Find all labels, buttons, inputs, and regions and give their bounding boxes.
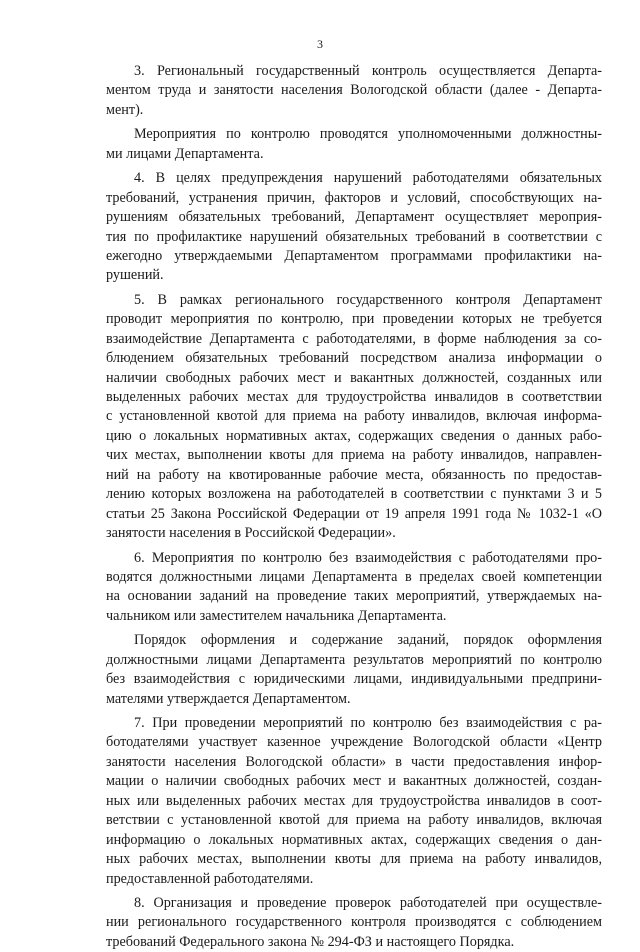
paragraph-1 — [106, 62, 602, 120]
paragraph-2 — [106, 125, 602, 164]
text-line: мателями утверждается Департаментом. — [106, 690, 351, 707]
paragraph-7 — [106, 714, 602, 889]
text-line: блюдением обязательных требований посредством анализа информации о — [106, 350, 602, 367]
text-line: 4. В целях предупреждения нарушений работодателями обязательных — [134, 170, 602, 187]
text-line: взаимодействие Департамента с работодателями, в форме наблюдения за со- — [106, 330, 602, 347]
text-line: чих местах, выполнении квоты для приема на работу инвалидов, направлен- — [106, 447, 602, 464]
text-line: выделенных рабочих местах для трудоустройства инвалидов в соответствии — [106, 389, 602, 405]
text-line: ных или выделенных рабочих местах для трудоустройства инвалидов в соот- — [106, 792, 602, 809]
text-line: цию о локальных нормативных актах, содержащих сведения о данных рабо- — [106, 427, 602, 444]
text-line: ний на работу на квотированные рабочие места, обязанность по предостав- — [106, 466, 602, 483]
text-line: тия по профилактике нарушений обязательных требований в соответствии с — [106, 228, 602, 245]
text-line: ментом труда и занятости населения Вологодской области (далее - Департа- — [106, 82, 602, 99]
text-line: ных рабочих местах, выполнении квоты для приема на работу инвалидов, — [106, 851, 602, 868]
paragraph-4 — [106, 291, 602, 544]
text-line: 3. Региональный государственный контроль осуществляется Департа- — [134, 63, 602, 79]
text-line: требований, устранения причин, факторов и условий, способствующих на- — [106, 189, 602, 206]
text-line: Мероприятия по контролю проводятся уполномоченными должностны- — [134, 126, 602, 143]
page-number: 3 — [317, 37, 323, 51]
text-line: должностными лицами Департамента результатов мероприятий по контролю — [106, 651, 602, 668]
text-line: проводит мероприятия по контролю, при проведении которых не требуется — [106, 311, 602, 328]
text-line: на основании заданий на проведение таких мероприятий, утверждаемых на- — [106, 588, 602, 605]
text-line: 7. При проведении мероприятий по контролю без взаимодействия с ра- — [134, 715, 602, 731]
text-line: с установленной квотой для приема на работу инвалидов, включая информа- — [106, 408, 602, 425]
text-line: мент). — [106, 101, 144, 118]
text-line: водятся должностными лицами Департамента в пределах своей компетенции — [106, 568, 602, 585]
text-line: ежегодно утверждаемыми Департаментом программами профилактики на- — [106, 247, 602, 264]
text-line: занятости населения Вологодской области» в части предоставления инфор- — [106, 753, 602, 770]
text-line: Порядок оформления и содержание заданий, порядок оформления — [134, 632, 602, 649]
text-line: предоставленной работодателями. — [106, 870, 314, 887]
text-line: 5. В рамках регионального государственного контроля Департамент — [134, 291, 602, 308]
text-line: мации о наличии свободных рабочих мест и вакантных должностей, создан- — [106, 773, 602, 790]
text-line: без взаимодействия с юридическими лицами, индивидуальными предприни- — [106, 671, 602, 688]
paragraph-8 — [106, 894, 602, 952]
text-line: информацию о локальных нормативных актах, содержащих сведения о дан- — [106, 831, 602, 848]
text-line: лению которых возложена на работодателей в соответствии с пунктами 3 и 5 — [106, 486, 602, 503]
text-line: требований Федерального закона № 294-ФЗ и настоящего Порядка. — [106, 933, 515, 950]
text-line: нии регионального государственного контроля производятся с соблюдением — [106, 914, 602, 931]
text-line: 6. Мероприятия по контролю без взаимодействия с работодателями про- — [134, 549, 602, 566]
document-body — [106, 62, 602, 952]
text-line: рушений. — [106, 267, 164, 284]
paragraph-6 — [106, 631, 602, 709]
text-line: ми лицами Департамента. — [106, 145, 264, 162]
text-line: статьи 25 Закона Российской Федерации от 19 апреля 1991 года № 1032-1 «О — [106, 505, 602, 522]
text-line: наличии свободных рабочих мест и вакантных должностей, созданных или — [106, 369, 602, 386]
text-line: 8. Организация и проведение проверок работодателей при осуществле- — [134, 894, 602, 911]
text-line: чальником или заместителем начальника Департамента. — [106, 607, 447, 624]
text-line: занятости населения в Российской Федерации». — [106, 525, 396, 542]
text-line: рушениям обязательных требований, Департамент осуществляет мероприя- — [106, 209, 602, 226]
text-line: ботодателями участвует казенное учреждение Вологодской области «Центр — [106, 734, 602, 751]
paragraph-5 — [106, 549, 602, 627]
text-line: ветствии с установленной квотой для приема на работу инвалидов, включая — [106, 812, 602, 829]
paragraph-3 — [106, 169, 602, 286]
